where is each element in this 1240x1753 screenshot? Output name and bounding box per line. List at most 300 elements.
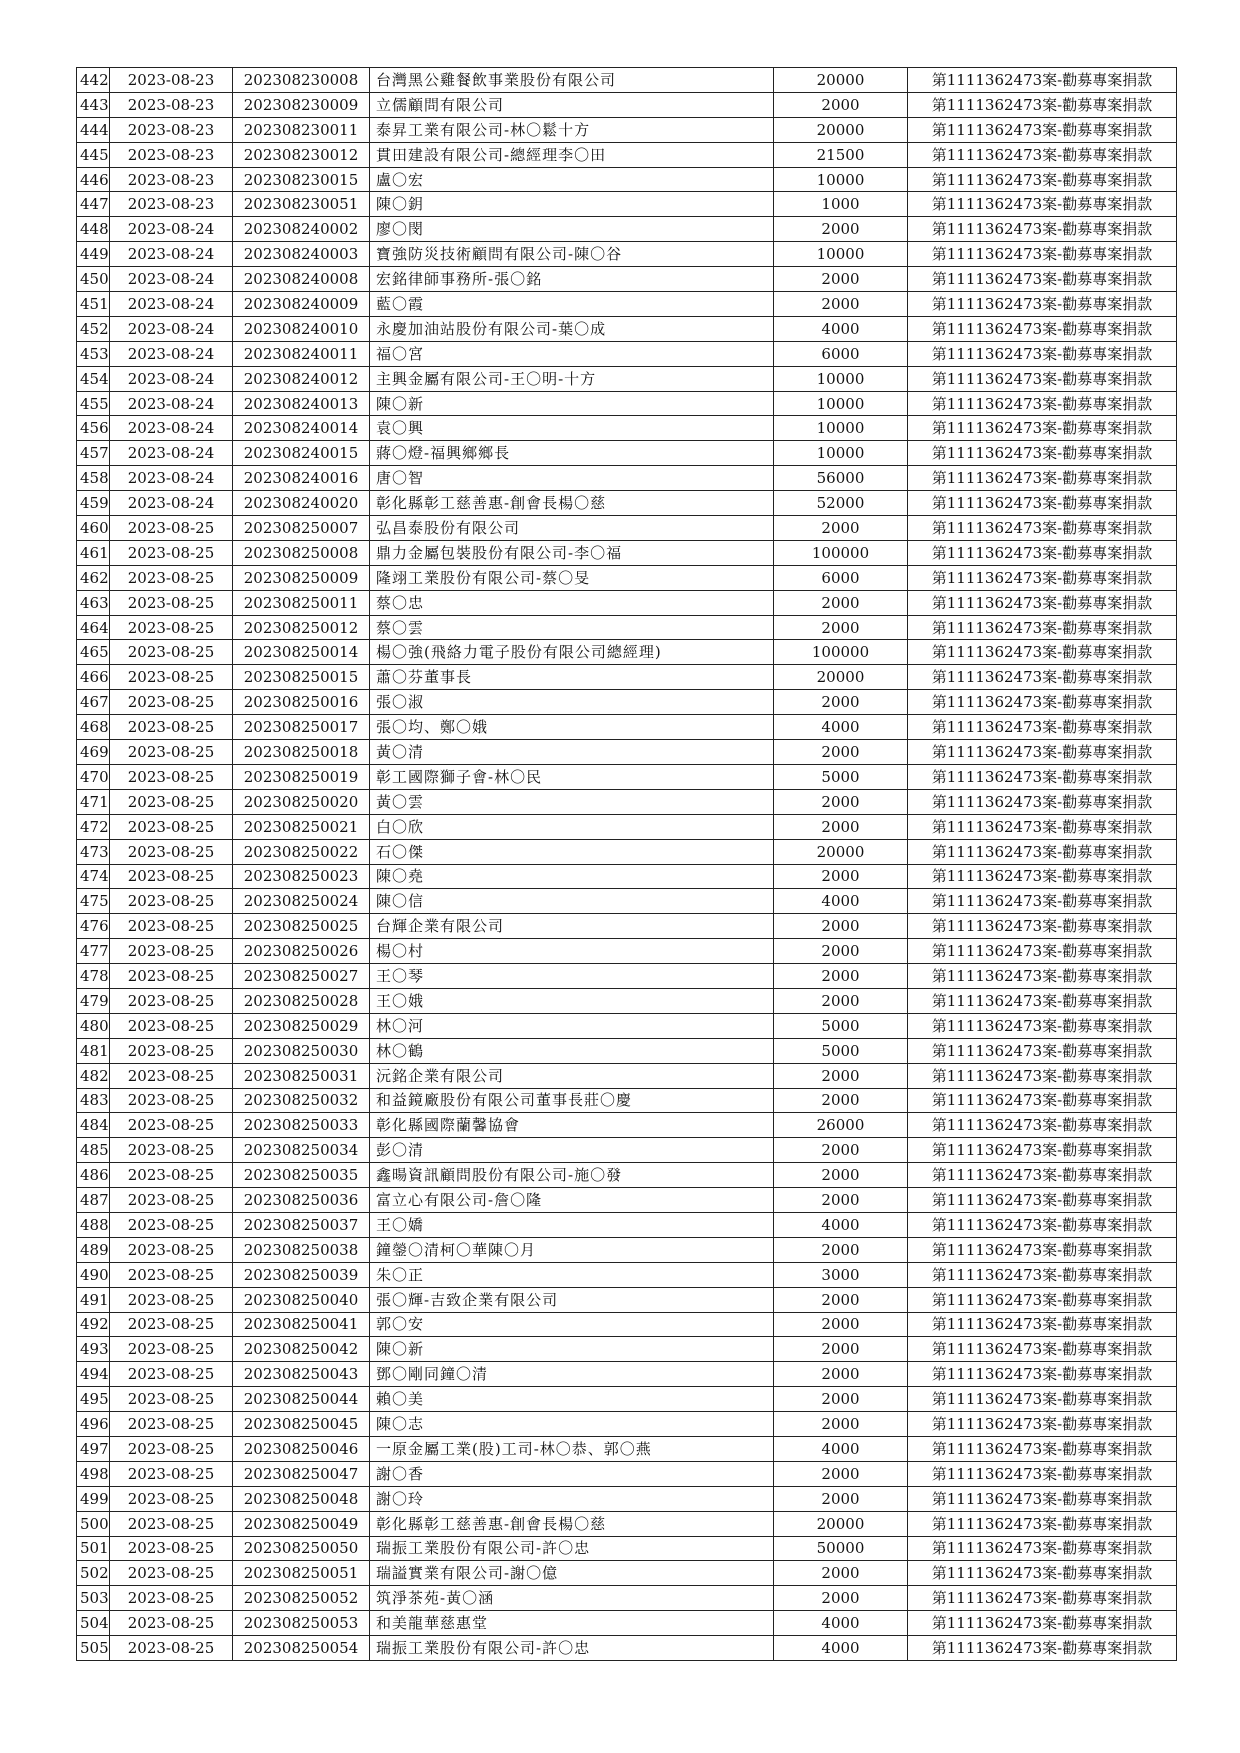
project-name: 第1111362473案-勸募專案捐款 — [908, 1113, 1177, 1138]
project-name: 第1111362473案-勸募專案捐款 — [908, 988, 1177, 1013]
donor-name: 黃〇清 — [370, 740, 774, 765]
project-name: 第1111362473案-勸募專案捐款 — [908, 690, 1177, 715]
receipt-number: 202308250028 — [233, 988, 370, 1013]
row-number: 467 — [77, 690, 110, 715]
donation-date: 2023-08-25 — [110, 1586, 233, 1611]
table-row — [77, 516, 1177, 541]
row-number: 481 — [77, 1038, 110, 1063]
receipt-number: 202308240011 — [233, 341, 370, 366]
receipt-number: 202308250026 — [233, 939, 370, 964]
donor-name: 弘昌泰股份有限公司 — [370, 516, 774, 541]
donor-name: 蔡〇忠 — [370, 590, 774, 615]
donation-amount: 50000 — [774, 1536, 908, 1561]
table-row — [77, 1536, 1177, 1561]
table-row — [77, 1088, 1177, 1113]
row-number: 494 — [77, 1362, 110, 1387]
project-name: 第1111362473案-勸募專案捐款 — [908, 466, 1177, 491]
donor-name: 鑫暘資訊顧問股份有限公司-施〇發 — [370, 1163, 774, 1188]
donation-date: 2023-08-25 — [110, 1387, 233, 1412]
receipt-number: 202308250052 — [233, 1586, 370, 1611]
donation-date: 2023-08-25 — [110, 1412, 233, 1437]
donation-amount: 26000 — [774, 1113, 908, 1138]
table-row — [77, 665, 1177, 690]
table-row — [77, 92, 1177, 117]
donation-date: 2023-08-24 — [110, 217, 233, 242]
donor-name: 和美龍華慈惠堂 — [370, 1611, 774, 1636]
donation-amount: 2000 — [774, 1188, 908, 1213]
donation-date: 2023-08-25 — [110, 1038, 233, 1063]
table-row — [77, 565, 1177, 590]
donation-amount: 1000 — [774, 192, 908, 217]
donor-name: 彰工國際獅子會-林〇民 — [370, 764, 774, 789]
donation-amount: 20000 — [774, 1511, 908, 1536]
table-row — [77, 1486, 1177, 1511]
table-row — [77, 1113, 1177, 1138]
donation-date: 2023-08-25 — [110, 939, 233, 964]
row-number: 487 — [77, 1188, 110, 1213]
donation-amount: 2000 — [774, 939, 908, 964]
table-row — [77, 1212, 1177, 1237]
donation-date: 2023-08-25 — [110, 1088, 233, 1113]
donation-date: 2023-08-25 — [110, 1013, 233, 1038]
receipt-number: 202308250032 — [233, 1088, 370, 1113]
row-number: 479 — [77, 988, 110, 1013]
donation-date: 2023-08-25 — [110, 690, 233, 715]
donor-name: 永慶加油站股份有限公司-葉〇成 — [370, 316, 774, 341]
project-name: 第1111362473案-勸募專案捐款 — [908, 1138, 1177, 1163]
project-name: 第1111362473案-勸募專案捐款 — [908, 242, 1177, 267]
donation-date: 2023-08-25 — [110, 988, 233, 1013]
receipt-number: 202308250046 — [233, 1436, 370, 1461]
project-name: 第1111362473案-勸募專案捐款 — [908, 1163, 1177, 1188]
receipt-number: 202308230008 — [233, 68, 370, 93]
donation-date: 2023-08-25 — [110, 1312, 233, 1337]
donation-amount: 21500 — [774, 142, 908, 167]
table-row — [77, 1337, 1177, 1362]
donation-date: 2023-08-24 — [110, 366, 233, 391]
donation-amount: 4000 — [774, 1611, 908, 1636]
project-name: 第1111362473案-勸募專案捐款 — [908, 441, 1177, 466]
project-name: 第1111362473案-勸募專案捐款 — [908, 590, 1177, 615]
project-name: 第1111362473案-勸募專案捐款 — [908, 764, 1177, 789]
donation-amount: 2000 — [774, 1412, 908, 1437]
row-number: 455 — [77, 391, 110, 416]
donation-amount: 20000 — [774, 68, 908, 93]
row-number: 485 — [77, 1138, 110, 1163]
table-row — [77, 267, 1177, 292]
donation-amount: 3000 — [774, 1262, 908, 1287]
donation-date: 2023-08-25 — [110, 540, 233, 565]
table-row — [77, 441, 1177, 466]
project-name: 第1111362473案-勸募專案捐款 — [908, 1436, 1177, 1461]
row-number: 448 — [77, 217, 110, 242]
donation-date: 2023-08-24 — [110, 416, 233, 441]
row-number: 463 — [77, 590, 110, 615]
row-number: 501 — [77, 1536, 110, 1561]
table-row — [77, 1586, 1177, 1611]
donation-amount: 2000 — [774, 1362, 908, 1387]
donor-name: 廖〇閔 — [370, 217, 774, 242]
project-name: 第1111362473案-勸募專案捐款 — [908, 1088, 1177, 1113]
row-number: 477 — [77, 939, 110, 964]
receipt-number: 202308250043 — [233, 1362, 370, 1387]
donation-amount: 20000 — [774, 117, 908, 142]
table-row — [77, 466, 1177, 491]
donor-name: 陳〇鈅 — [370, 192, 774, 217]
receipt-number: 202308250029 — [233, 1013, 370, 1038]
table-row — [77, 740, 1177, 765]
row-number: 450 — [77, 267, 110, 292]
table-row — [77, 590, 1177, 615]
donation-amount: 2000 — [774, 1163, 908, 1188]
donor-name: 和益鏡廠股份有限公司董事長莊〇慶 — [370, 1088, 774, 1113]
table-row — [77, 864, 1177, 889]
donation-date: 2023-08-25 — [110, 1536, 233, 1561]
project-name: 第1111362473案-勸募專案捐款 — [908, 839, 1177, 864]
donor-name: 鄧〇剛同鐘〇清 — [370, 1362, 774, 1387]
receipt-number: 202308250019 — [233, 764, 370, 789]
project-name: 第1111362473案-勸募專案捐款 — [908, 1013, 1177, 1038]
donation-amount: 2000 — [774, 267, 908, 292]
row-number: 459 — [77, 491, 110, 516]
table-row — [77, 68, 1177, 93]
receipt-number: 202308250024 — [233, 889, 370, 914]
donation-amount: 2000 — [774, 516, 908, 541]
table-row — [77, 366, 1177, 391]
donor-name: 鐘鎣〇清柯〇華陳〇月 — [370, 1237, 774, 1262]
receipt-number: 202308250027 — [233, 964, 370, 989]
donor-name: 一原金屬工業(股)工司-林〇恭、郭〇燕 — [370, 1436, 774, 1461]
donation-date: 2023-08-23 — [110, 142, 233, 167]
donor-name: 陳〇新 — [370, 391, 774, 416]
donation-amount: 2000 — [774, 1088, 908, 1113]
donation-amount: 2000 — [774, 964, 908, 989]
donor-name: 蕭〇芬董事長 — [370, 665, 774, 690]
donation-amount: 100000 — [774, 640, 908, 665]
donation-amount: 2000 — [774, 690, 908, 715]
donor-name: 謝〇玲 — [370, 1486, 774, 1511]
project-name: 第1111362473案-勸募專案捐款 — [908, 565, 1177, 590]
donor-name: 黃〇雲 — [370, 789, 774, 814]
row-number: 453 — [77, 341, 110, 366]
project-name: 第1111362473案-勸募專案捐款 — [908, 1063, 1177, 1088]
row-number: 474 — [77, 864, 110, 889]
donor-name: 林〇鶴 — [370, 1038, 774, 1063]
project-name: 第1111362473案-勸募專案捐款 — [908, 142, 1177, 167]
row-number: 492 — [77, 1312, 110, 1337]
table-row — [77, 217, 1177, 242]
receipt-number: 202308250035 — [233, 1163, 370, 1188]
receipt-number: 202308250017 — [233, 715, 370, 740]
donor-name: 立儒顧問有限公司 — [370, 92, 774, 117]
table-row — [77, 1063, 1177, 1088]
receipt-number: 202308250008 — [233, 540, 370, 565]
receipt-number: 202308250054 — [233, 1636, 370, 1661]
row-number: 480 — [77, 1013, 110, 1038]
receipt-number: 202308230015 — [233, 167, 370, 192]
project-name: 第1111362473案-勸募專案捐款 — [908, 68, 1177, 93]
receipt-number: 202308250016 — [233, 690, 370, 715]
donation-amount: 10000 — [774, 242, 908, 267]
project-name: 第1111362473案-勸募專案捐款 — [908, 1337, 1177, 1362]
donor-name: 台灣黑公雞餐飲事業股份有限公司 — [370, 68, 774, 93]
donation-date: 2023-08-25 — [110, 1212, 233, 1237]
donor-name: 石〇傑 — [370, 839, 774, 864]
donor-name: 沅銘企業有限公司 — [370, 1063, 774, 1088]
donation-date: 2023-08-24 — [110, 391, 233, 416]
project-name: 第1111362473案-勸募專案捐款 — [908, 391, 1177, 416]
project-name: 第1111362473案-勸募專案捐款 — [908, 117, 1177, 142]
project-name: 第1111362473案-勸募專案捐款 — [908, 1536, 1177, 1561]
table-row — [77, 839, 1177, 864]
receipt-number: 202308230011 — [233, 117, 370, 142]
donation-amount: 2000 — [774, 1287, 908, 1312]
donation-date: 2023-08-25 — [110, 590, 233, 615]
table-row — [77, 615, 1177, 640]
table-row — [77, 491, 1177, 516]
receipt-number: 202308250037 — [233, 1212, 370, 1237]
row-number: 491 — [77, 1287, 110, 1312]
donation-amount: 5000 — [774, 1038, 908, 1063]
receipt-number: 202308230012 — [233, 142, 370, 167]
receipt-number: 202308250023 — [233, 864, 370, 889]
donor-name: 王〇嬌 — [370, 1212, 774, 1237]
donation-amount: 2000 — [774, 1561, 908, 1586]
donation-amount: 2000 — [774, 1461, 908, 1486]
row-number: 489 — [77, 1237, 110, 1262]
project-name: 第1111362473案-勸募專案捐款 — [908, 1586, 1177, 1611]
project-name: 第1111362473案-勸募專案捐款 — [908, 192, 1177, 217]
table-row — [77, 416, 1177, 441]
donation-amount: 4000 — [774, 316, 908, 341]
project-name: 第1111362473案-勸募專案捐款 — [908, 1636, 1177, 1661]
project-name: 第1111362473案-勸募專案捐款 — [908, 1412, 1177, 1437]
table-row — [77, 540, 1177, 565]
row-number: 456 — [77, 416, 110, 441]
project-name: 第1111362473案-勸募專案捐款 — [908, 1486, 1177, 1511]
project-name: 第1111362473案-勸募專案捐款 — [908, 789, 1177, 814]
donor-name: 盧〇宏 — [370, 167, 774, 192]
project-name: 第1111362473案-勸募專案捐款 — [908, 889, 1177, 914]
donation-amount: 4000 — [774, 1212, 908, 1237]
table-row — [77, 341, 1177, 366]
donation-amount: 2000 — [774, 1387, 908, 1412]
donation-amount: 2000 — [774, 292, 908, 317]
project-name: 第1111362473案-勸募專案捐款 — [908, 1237, 1177, 1262]
donation-date: 2023-08-23 — [110, 68, 233, 93]
project-name: 第1111362473案-勸募專案捐款 — [908, 516, 1177, 541]
table-row — [77, 1636, 1177, 1661]
donation-date: 2023-08-25 — [110, 565, 233, 590]
table-row — [77, 1188, 1177, 1213]
receipt-number: 202308240013 — [233, 391, 370, 416]
donor-name: 貫田建設有限公司-總經理李〇田 — [370, 142, 774, 167]
row-number: 442 — [77, 68, 110, 93]
donation-date: 2023-08-25 — [110, 1237, 233, 1262]
project-name: 第1111362473案-勸募專案捐款 — [908, 316, 1177, 341]
row-number: 497 — [77, 1436, 110, 1461]
donor-name: 朱〇正 — [370, 1262, 774, 1287]
receipt-number: 202308250007 — [233, 516, 370, 541]
donor-name: 楊〇強(飛絡力電子股份有限公司總經理) — [370, 640, 774, 665]
donation-date: 2023-08-25 — [110, 1486, 233, 1511]
row-number: 488 — [77, 1212, 110, 1237]
donation-amount: 5000 — [774, 764, 908, 789]
table-row — [77, 889, 1177, 914]
donation-date: 2023-08-25 — [110, 964, 233, 989]
donation-amount: 2000 — [774, 814, 908, 839]
row-number: 449 — [77, 242, 110, 267]
donation-amount: 4000 — [774, 1436, 908, 1461]
table-row — [77, 1262, 1177, 1287]
donation-date: 2023-08-25 — [110, 764, 233, 789]
receipt-number: 202308250045 — [233, 1412, 370, 1437]
donation-amount: 2000 — [774, 1486, 908, 1511]
donor-name: 張〇淑 — [370, 690, 774, 715]
project-name: 第1111362473案-勸募專案捐款 — [908, 814, 1177, 839]
donor-name: 鼎力金屬包裝股份有限公司-李〇福 — [370, 540, 774, 565]
receipt-number: 202308240012 — [233, 366, 370, 391]
receipt-number: 202308250047 — [233, 1461, 370, 1486]
donation-date: 2023-08-23 — [110, 167, 233, 192]
donor-name: 袁〇興 — [370, 416, 774, 441]
table-row — [77, 1138, 1177, 1163]
donor-name: 彰化縣彰工慈善惠-創會長楊〇慈 — [370, 491, 774, 516]
row-number: 462 — [77, 565, 110, 590]
receipt-number: 202308250036 — [233, 1188, 370, 1213]
table-row — [77, 117, 1177, 142]
receipt-number: 202308240009 — [233, 292, 370, 317]
row-number: 447 — [77, 192, 110, 217]
table-row — [77, 1237, 1177, 1262]
donation-date: 2023-08-25 — [110, 1461, 233, 1486]
donation-date: 2023-08-25 — [110, 1063, 233, 1088]
donation-date: 2023-08-25 — [110, 1138, 233, 1163]
donation-date: 2023-08-25 — [110, 814, 233, 839]
donation-amount: 5000 — [774, 1013, 908, 1038]
donation-date: 2023-08-24 — [110, 267, 233, 292]
donation-amount: 2000 — [774, 864, 908, 889]
table-row — [77, 640, 1177, 665]
donor-name: 王〇娥 — [370, 988, 774, 1013]
row-number: 505 — [77, 1636, 110, 1661]
receipt-number: 202308240008 — [233, 267, 370, 292]
table-row — [77, 292, 1177, 317]
row-number: 446 — [77, 167, 110, 192]
donation-date: 2023-08-25 — [110, 615, 233, 640]
row-number: 454 — [77, 366, 110, 391]
donation-amount: 2000 — [774, 1237, 908, 1262]
donation-date: 2023-08-25 — [110, 1362, 233, 1387]
donation-amount: 2000 — [774, 217, 908, 242]
donation-amount: 4000 — [774, 715, 908, 740]
table-row — [77, 939, 1177, 964]
project-name: 第1111362473案-勸募專案捐款 — [908, 540, 1177, 565]
row-number: 498 — [77, 1461, 110, 1486]
donor-name: 彰化縣國際蘭馨協會 — [370, 1113, 774, 1138]
donor-name: 台輝企業有限公司 — [370, 914, 774, 939]
donation-amount: 6000 — [774, 565, 908, 590]
project-name: 第1111362473案-勸募專案捐款 — [908, 92, 1177, 117]
donor-name: 隆翊工業股份有限公司-蔡〇旻 — [370, 565, 774, 590]
donation-date: 2023-08-25 — [110, 1163, 233, 1188]
donation-date: 2023-08-23 — [110, 92, 233, 117]
table-row — [77, 789, 1177, 814]
receipt-number: 202308250015 — [233, 665, 370, 690]
table-row — [77, 1287, 1177, 1312]
row-number: 475 — [77, 889, 110, 914]
row-number: 499 — [77, 1486, 110, 1511]
receipt-number: 202308250025 — [233, 914, 370, 939]
project-name: 第1111362473案-勸募專案捐款 — [908, 1461, 1177, 1486]
donor-name: 福〇宮 — [370, 341, 774, 366]
table-row — [77, 391, 1177, 416]
donation-date: 2023-08-25 — [110, 1436, 233, 1461]
project-name: 第1111362473案-勸募專案捐款 — [908, 491, 1177, 516]
project-name: 第1111362473案-勸募專案捐款 — [908, 964, 1177, 989]
donor-name: 謝〇香 — [370, 1461, 774, 1486]
donation-amount: 2000 — [774, 590, 908, 615]
receipt-number: 202308250040 — [233, 1287, 370, 1312]
donation-amount: 56000 — [774, 466, 908, 491]
donation-amount: 52000 — [774, 491, 908, 516]
row-number: 478 — [77, 964, 110, 989]
donor-name: 蔣〇燈-福興鄉鄉長 — [370, 441, 774, 466]
donor-name: 賴〇美 — [370, 1387, 774, 1412]
receipt-number: 202308250033 — [233, 1113, 370, 1138]
project-name: 第1111362473案-勸募專案捐款 — [908, 341, 1177, 366]
table-row — [77, 1412, 1177, 1437]
row-number: 500 — [77, 1511, 110, 1536]
project-name: 第1111362473案-勸募專案捐款 — [908, 1561, 1177, 1586]
donation-date: 2023-08-25 — [110, 1611, 233, 1636]
project-name: 第1111362473案-勸募專案捐款 — [908, 740, 1177, 765]
project-name: 第1111362473案-勸募專案捐款 — [908, 1262, 1177, 1287]
table-row — [77, 1038, 1177, 1063]
receipt-number: 202308250018 — [233, 740, 370, 765]
donation-amount: 2000 — [774, 740, 908, 765]
donation-date: 2023-08-25 — [110, 715, 233, 740]
table-row — [77, 192, 1177, 217]
receipt-number: 202308250012 — [233, 615, 370, 640]
project-name: 第1111362473案-勸募專案捐款 — [908, 665, 1177, 690]
table-row — [77, 964, 1177, 989]
receipt-number: 202308250014 — [233, 640, 370, 665]
donor-name: 泰昇工業有限公司-林〇鬆十方 — [370, 117, 774, 142]
donation-amount: 10000 — [774, 441, 908, 466]
row-number: 451 — [77, 292, 110, 317]
receipt-number: 202308240015 — [233, 441, 370, 466]
receipt-number: 202308250034 — [233, 1138, 370, 1163]
receipt-number: 202308250039 — [233, 1262, 370, 1287]
project-name: 第1111362473案-勸募專案捐款 — [908, 366, 1177, 391]
donor-name: 宏銘律師事務所-張〇銘 — [370, 267, 774, 292]
receipt-number: 202308230051 — [233, 192, 370, 217]
donation-amount: 100000 — [774, 540, 908, 565]
row-number: 466 — [77, 665, 110, 690]
table-row — [77, 1561, 1177, 1586]
donation-date: 2023-08-25 — [110, 740, 233, 765]
receipt-number: 202308250051 — [233, 1561, 370, 1586]
project-name: 第1111362473案-勸募專案捐款 — [908, 715, 1177, 740]
donation-date: 2023-08-25 — [110, 1287, 233, 1312]
project-name: 第1111362473案-勸募專案捐款 — [908, 640, 1177, 665]
donation-date: 2023-08-25 — [110, 640, 233, 665]
project-name: 第1111362473案-勸募專案捐款 — [908, 1511, 1177, 1536]
receipt-number: 202308250044 — [233, 1387, 370, 1412]
donation-date: 2023-08-25 — [110, 864, 233, 889]
row-number: 482 — [77, 1063, 110, 1088]
